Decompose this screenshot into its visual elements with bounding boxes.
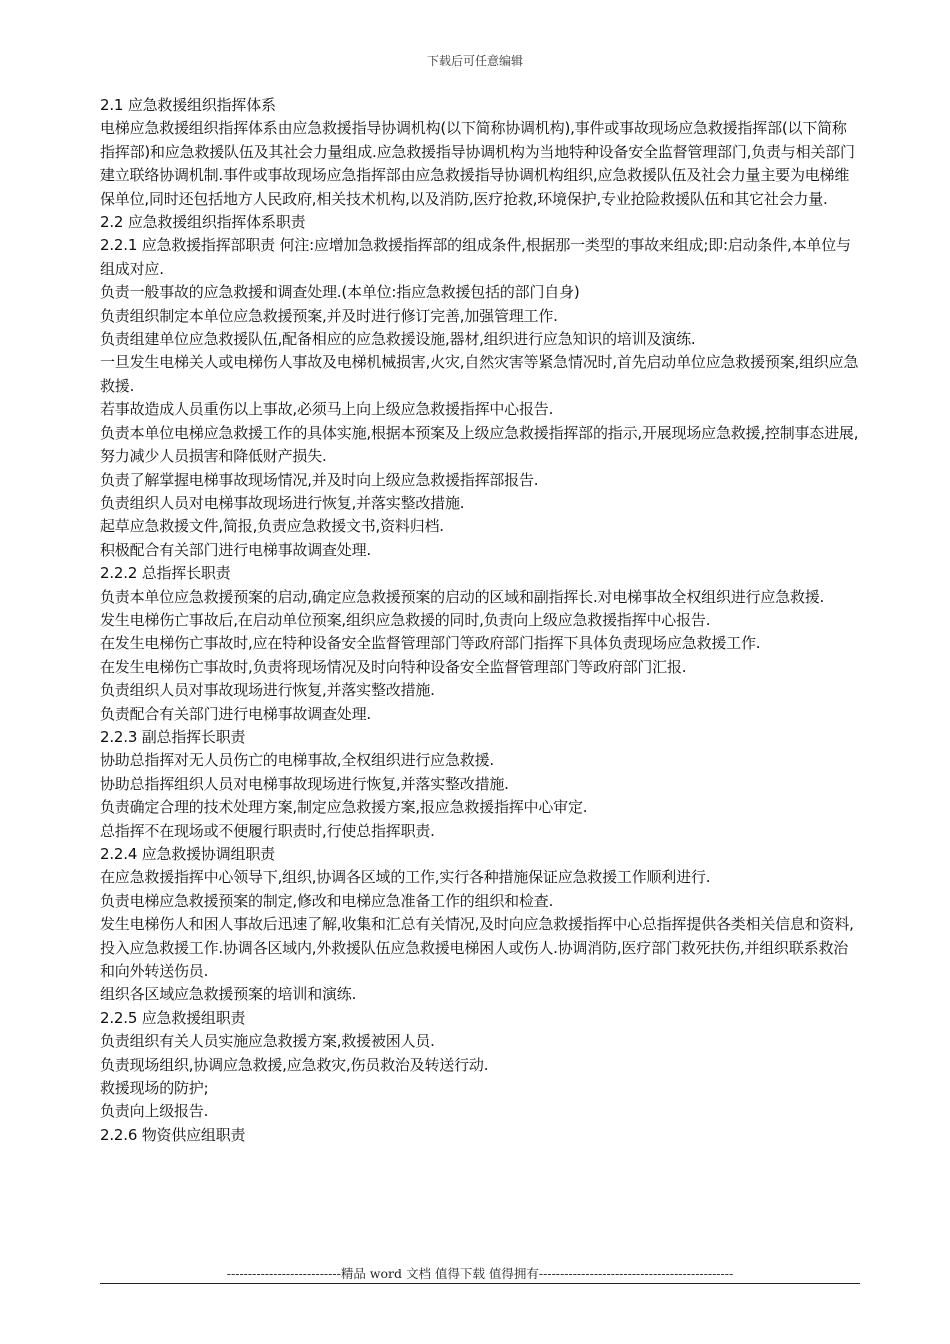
paragraph: 若事故造成人员重伤以上事故,必须马上向上级应急救援指挥中心报告. <box>100 400 554 419</box>
paragraph: 负责向上级报告. <box>100 1102 209 1121</box>
paragraph: 发生电梯伤亡事故后,在启动单位预案,组织应急救援的同时,负责向上级应急救援指挥中心报告. <box>100 610 711 629</box>
paragraph: 电梯应急救援组织指挥体系由应急救援指导协调机构(以下简称协调机构),事件或事故现场应急救援指挥部(以下简称指挥部)和应急救援队伍及其社会力量组成.应急救援指导协调机构为当地特种设备安全监督管理部门,负责与相关部门建立联络协调机制.事件或事故现场应急指挥部由应急救援指导协调机构组织,应急救援队伍及社会力量主要为电梯维保单位,同时还包括地方人民政府,相关技术机构,以及消防,医疗抢救,环境保护,专业抢险救援队伍和其它社会力量. <box>100 119 855 208</box>
paragraph: 负责了解掌握电梯事故现场情况,并及时向上级应急救援指挥部报告. <box>100 470 539 489</box>
paragraph: 负责本单位电梯应急救援工作的具体实施,根据本预案及上级应急救援指挥部的指示,开展现场应急救援,控制事态进展,努力减少人员损害和降低财产损失. <box>100 423 859 466</box>
paragraph: 负责确定合理的技术处理方案,制定应急救援方案,报应急救援指挥中心审定. <box>100 798 588 817</box>
paragraph: 负责配合有关部门进行电梯事故调查处理. <box>100 704 371 723</box>
section-heading: 2.2.5 应急救援组职责 <box>100 1008 246 1027</box>
paragraph: 积极配合有关部门进行电梯事故调查处理. <box>100 540 371 559</box>
paragraph: 在发生电梯伤亡事故时,负责将现场情况及时向特种设备安全监督管理部门等政府部门汇报. <box>100 657 687 676</box>
paragraph: 一旦发生电梯关人或电梯伤人事故及电梯机械损害,火灾,自然灾害等紧急情况时,首先启动单位应急救援预案,组织应急救援. <box>100 353 859 395</box>
paragraph: 负责组织人员对事故现场进行恢复,并落实整改措施. <box>100 681 435 700</box>
footer-rule <box>100 1283 860 1284</box>
section-heading: 2.2.3 副总指挥长职责 <box>100 727 246 746</box>
page-footer: ---------------------------精品 word 文档 值得下载 值得拥有---------------------------------------------- <box>226 1266 734 1281</box>
paragraph: 负责一般事故的应急救援和调查处理.(本单位:指应急救援包括的部门自身) <box>100 283 580 302</box>
section-heading: 2.2 应急救援组织指挥体系职责 <box>100 213 306 232</box>
paragraph: 在应急救援指挥中心领导下,组织,协调各区域的工作,实行各种措施保证应急救援工作顺利进行. <box>100 868 711 887</box>
section-heading: 2.1 应急救援组织指挥体系 <box>100 96 276 114</box>
paragraph: 负责电梯应急救援预案的制定,修改和电梯应急准备工作的组织和检查. <box>100 891 554 910</box>
document-body <box>100 94 860 1147</box>
section-heading: 2.2.1 应急救援指挥部职责 何注:应增加急救援指挥部的组成条件,根据那一类型的事故来组成;即:启动条件,本单位与组成对应. <box>100 236 851 278</box>
section-heading: 2.2.6 物资供应组职责 <box>100 1125 246 1144</box>
paragraph: 负责组织制定本单位应急救援预案,并及时进行修订完善,加强管理工作. <box>100 306 558 325</box>
paragraph: 救援现场的防护; <box>100 1079 209 1098</box>
paragraph: 负责组建单位应急救援队伍,配备相应的应急救援设施,器材,组织进行应急知识的培训及演练. <box>100 330 696 349</box>
paragraph: 协助总指挥组织人员对电梯事故现场进行恢复,并落实整改措施. <box>100 774 509 793</box>
section-heading: 2.2.2 总指挥长职责 <box>100 564 231 583</box>
paragraph: 起草应急救援文件,简报,负责应急救援文书,资料归档. <box>100 517 444 536</box>
paragraph: 总指挥不在现场或不便履行职责时,行使总指挥职责. <box>100 821 435 840</box>
paragraph: 负责现场组织,协调应急救援,应急救灾,伤员救治及转送行动. <box>100 1055 489 1074</box>
paragraph: 负责组织有关人员实施应急救援方案,救援被困人员. <box>100 1032 435 1051</box>
paragraph: 发生电梯伤人和困人事故后迅速了解,收集和汇总有关情况,及时向应急救援指挥中心总指挥提供各类相关信息和资料,投入应急救援工作.协调各区域内,外救援队伍应急救援电梯困人或伤人.协调消防,医疗部门救死扶伤,并组织联系救治和向外转送伤员. <box>100 915 854 981</box>
paragraph: 在发生电梯伤亡事故时,应在特种设备安全监督管理部门等政府部门指挥下具体负责现场应急救援工作. <box>100 634 761 653</box>
paragraph: 负责本单位应急救援预案的启动,确定应急救援预案的启动的区域和副指挥长.对电梯事故全权组织进行应急救援. <box>100 587 825 606</box>
paragraph: 组织各区域应急救援预案的培训和演练. <box>100 985 357 1004</box>
paragraph: 协助总指挥对无人员伤亡的电梯事故,全权组织进行应急救援. <box>100 751 494 770</box>
page-header: 下载后可任意编辑 <box>426 54 523 68</box>
paragraph: 负责组织人员对电梯事故现场进行恢复,并落实整改措施. <box>100 493 465 512</box>
section-heading: 2.2.4 应急救援协调组职责 <box>100 845 275 863</box>
